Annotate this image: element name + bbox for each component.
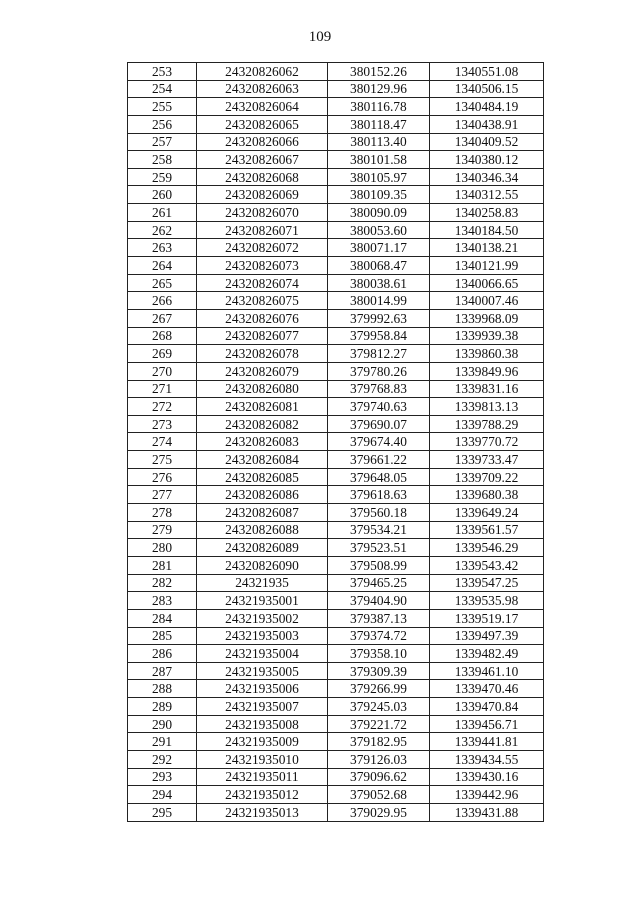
row-number-cell: 253: [128, 63, 197, 81]
row-number-cell: 269: [128, 345, 197, 363]
table-row: [128, 98, 544, 116]
code-cell: 24320826083: [197, 433, 328, 451]
table-row: [128, 151, 544, 169]
y-coordinate-cell: 1340312.55: [430, 186, 544, 204]
code-cell: 24321935012: [197, 786, 328, 804]
x-coordinate-cell: 379266.99: [328, 680, 430, 698]
code-cell: 24320826082: [197, 415, 328, 433]
x-coordinate-cell: 380109.35: [328, 186, 430, 204]
row-number-cell: 262: [128, 221, 197, 239]
y-coordinate-cell: 1339770.72: [430, 433, 544, 451]
x-coordinate-cell: 380038.61: [328, 274, 430, 292]
code-cell: 24320826062: [197, 63, 328, 81]
code-cell: 24321935008: [197, 715, 328, 733]
row-number-cell: 267: [128, 309, 197, 327]
row-number-cell: 256: [128, 115, 197, 133]
x-coordinate-cell: 379958.84: [328, 327, 430, 345]
y-coordinate-cell: 1340506.15: [430, 80, 544, 98]
x-coordinate-cell: 379648.05: [328, 468, 430, 486]
code-cell: 24320826081: [197, 398, 328, 416]
row-number-cell: 282: [128, 574, 197, 592]
table-row: [128, 168, 544, 186]
table-row: [128, 468, 544, 486]
row-number-cell: 283: [128, 592, 197, 610]
x-coordinate-cell: 380129.96: [328, 80, 430, 98]
row-number-cell: 255: [128, 98, 197, 116]
y-coordinate-cell: 1340380.12: [430, 151, 544, 169]
table-row: [128, 803, 544, 821]
y-coordinate-cell: 1339813.13: [430, 398, 544, 416]
code-cell: 24320826090: [197, 556, 328, 574]
x-coordinate-cell: 380113.40: [328, 133, 430, 151]
x-coordinate-cell: 380068.47: [328, 257, 430, 275]
x-coordinate-cell: 379534.21: [328, 521, 430, 539]
code-cell: 24321935006: [197, 680, 328, 698]
table-row: [128, 662, 544, 680]
table-row: [128, 750, 544, 768]
code-cell: 24320826080: [197, 380, 328, 398]
code-cell: 24320826068: [197, 168, 328, 186]
row-number-cell: 287: [128, 662, 197, 680]
y-coordinate-cell: 1339497.39: [430, 627, 544, 645]
row-number-cell: 263: [128, 239, 197, 257]
row-number-cell: 293: [128, 768, 197, 786]
code-cell: 24320826067: [197, 151, 328, 169]
x-coordinate-cell: 379560.18: [328, 504, 430, 522]
x-coordinate-cell: 379618.63: [328, 486, 430, 504]
x-coordinate-cell: 379661.22: [328, 451, 430, 469]
row-number-cell: 257: [128, 133, 197, 151]
y-coordinate-cell: 1340346.34: [430, 168, 544, 186]
y-coordinate-cell: 1340184.50: [430, 221, 544, 239]
row-number-cell: 292: [128, 750, 197, 768]
y-coordinate-cell: 1340121.99: [430, 257, 544, 275]
y-coordinate-cell: 1339831.16: [430, 380, 544, 398]
code-cell: 24320826089: [197, 539, 328, 557]
row-number-cell: 254: [128, 80, 197, 98]
row-number-cell: 278: [128, 504, 197, 522]
x-coordinate-cell: 379465.25: [328, 574, 430, 592]
table-row: [128, 609, 544, 627]
table-row: [128, 451, 544, 469]
y-coordinate-cell: 1339709.22: [430, 468, 544, 486]
table-body: [128, 63, 544, 822]
table-row: [128, 292, 544, 310]
y-coordinate-cell: 1339788.29: [430, 415, 544, 433]
x-coordinate-cell: 379780.26: [328, 362, 430, 380]
table-row: [128, 733, 544, 751]
x-coordinate-cell: 379029.95: [328, 803, 430, 821]
x-coordinate-cell: 379358.10: [328, 645, 430, 663]
y-coordinate-cell: 1340138.21: [430, 239, 544, 257]
x-coordinate-cell: 379387.13: [328, 609, 430, 627]
table-row: [128, 115, 544, 133]
code-cell: 24320826078: [197, 345, 328, 363]
table-row: [128, 133, 544, 151]
x-coordinate-cell: 379523.51: [328, 539, 430, 557]
y-coordinate-cell: 1339939.38: [430, 327, 544, 345]
table-row: [128, 204, 544, 222]
y-coordinate-cell: 1339456.71: [430, 715, 544, 733]
y-coordinate-cell: 1339546.29: [430, 539, 544, 557]
row-number-cell: 276: [128, 468, 197, 486]
code-cell: 24320826071: [197, 221, 328, 239]
row-number-cell: 265: [128, 274, 197, 292]
x-coordinate-cell: 379740.63: [328, 398, 430, 416]
table-row: [128, 486, 544, 504]
row-number-cell: 279: [128, 521, 197, 539]
code-cell: 24320826077: [197, 327, 328, 345]
table-row: [128, 539, 544, 557]
table-row: [128, 80, 544, 98]
row-number-cell: 274: [128, 433, 197, 451]
row-number-cell: 270: [128, 362, 197, 380]
table-row: [128, 627, 544, 645]
x-coordinate-cell: 380116.78: [328, 98, 430, 116]
table-row: [128, 574, 544, 592]
table-row: [128, 239, 544, 257]
y-coordinate-cell: 1339461.10: [430, 662, 544, 680]
table-row: [128, 186, 544, 204]
x-coordinate-cell: 380071.17: [328, 239, 430, 257]
code-cell: 24320826076: [197, 309, 328, 327]
table-row: [128, 63, 544, 81]
y-coordinate-cell: 1339547.25: [430, 574, 544, 592]
table-row: [128, 274, 544, 292]
code-cell: 24321935011: [197, 768, 328, 786]
code-cell: 24321935005: [197, 662, 328, 680]
y-coordinate-cell: 1339434.55: [430, 750, 544, 768]
code-cell: 24320826084: [197, 451, 328, 469]
y-coordinate-cell: 1340409.52: [430, 133, 544, 151]
y-coordinate-cell: 1339733.47: [430, 451, 544, 469]
y-coordinate-cell: 1339860.38: [430, 345, 544, 363]
x-coordinate-cell: 380118.47: [328, 115, 430, 133]
table-row: [128, 221, 544, 239]
x-coordinate-cell: 379508.99: [328, 556, 430, 574]
x-coordinate-cell: 380152.26: [328, 63, 430, 81]
y-coordinate-cell: 1339441.81: [430, 733, 544, 751]
row-number-cell: 259: [128, 168, 197, 186]
y-coordinate-cell: 1340066.65: [430, 274, 544, 292]
row-number-cell: 295: [128, 803, 197, 821]
code-cell: 24320826086: [197, 486, 328, 504]
table-row: [128, 380, 544, 398]
code-cell: 24321935009: [197, 733, 328, 751]
x-coordinate-cell: 379674.40: [328, 433, 430, 451]
y-coordinate-cell: 1340258.83: [430, 204, 544, 222]
code-cell: 24320826072: [197, 239, 328, 257]
row-number-cell: 264: [128, 257, 197, 275]
table-row: [128, 521, 544, 539]
row-number-cell: 281: [128, 556, 197, 574]
table-row: [128, 415, 544, 433]
x-coordinate-cell: 379096.62: [328, 768, 430, 786]
y-coordinate-cell: 1339470.46: [430, 680, 544, 698]
y-coordinate-cell: 1339561.57: [430, 521, 544, 539]
y-coordinate-cell: 1339442.96: [430, 786, 544, 804]
code-cell: 24321935004: [197, 645, 328, 663]
code-cell: 24321935013: [197, 803, 328, 821]
table-row: [128, 257, 544, 275]
table-row: [128, 398, 544, 416]
table-row: [128, 768, 544, 786]
y-coordinate-cell: 1339482.49: [430, 645, 544, 663]
x-coordinate-cell: 379812.27: [328, 345, 430, 363]
row-number-cell: 290: [128, 715, 197, 733]
row-number-cell: 294: [128, 786, 197, 804]
row-number-cell: 285: [128, 627, 197, 645]
row-number-cell: 272: [128, 398, 197, 416]
code-cell: 24320826073: [197, 257, 328, 275]
code-cell: 24320826066: [197, 133, 328, 151]
table-row: [128, 786, 544, 804]
row-number-cell: 280: [128, 539, 197, 557]
x-coordinate-cell: 380105.97: [328, 168, 430, 186]
y-coordinate-cell: 1339431.88: [430, 803, 544, 821]
code-cell: 24320826087: [197, 504, 328, 522]
y-coordinate-cell: 1339470.84: [430, 698, 544, 716]
table-row: [128, 592, 544, 610]
row-number-cell: 275: [128, 451, 197, 469]
y-coordinate-cell: 1339519.17: [430, 609, 544, 627]
table-row: [128, 327, 544, 345]
table-row: [128, 645, 544, 663]
table-row: [128, 504, 544, 522]
y-coordinate-cell: 1340484.19: [430, 98, 544, 116]
code-cell: 24321935003: [197, 627, 328, 645]
table-row: [128, 698, 544, 716]
row-number-cell: 286: [128, 645, 197, 663]
x-coordinate-cell: 379374.72: [328, 627, 430, 645]
y-coordinate-cell: 1339649.24: [430, 504, 544, 522]
x-coordinate-cell: 379052.68: [328, 786, 430, 804]
code-cell: 24320826079: [197, 362, 328, 380]
code-cell: 24320826088: [197, 521, 328, 539]
row-number-cell: 260: [128, 186, 197, 204]
code-cell: 24320826069: [197, 186, 328, 204]
row-number-cell: 273: [128, 415, 197, 433]
x-coordinate-cell: 379245.03: [328, 698, 430, 716]
code-cell: 24321935: [197, 574, 328, 592]
coordinates-table: [127, 62, 544, 822]
x-coordinate-cell: 380053.60: [328, 221, 430, 239]
x-coordinate-cell: 379309.39: [328, 662, 430, 680]
x-coordinate-cell: 379404.90: [328, 592, 430, 610]
code-cell: 24320826075: [197, 292, 328, 310]
x-coordinate-cell: 380014.99: [328, 292, 430, 310]
page-number: 109: [308, 29, 332, 45]
x-coordinate-cell: 379182.95: [328, 733, 430, 751]
code-cell: 24320826065: [197, 115, 328, 133]
table-row: [128, 556, 544, 574]
y-coordinate-cell: 1339535.98: [430, 592, 544, 610]
code-cell: 24320826063: [197, 80, 328, 98]
y-coordinate-cell: 1339430.16: [430, 768, 544, 786]
y-coordinate-cell: 1339680.38: [430, 486, 544, 504]
row-number-cell: 291: [128, 733, 197, 751]
x-coordinate-cell: 380101.58: [328, 151, 430, 169]
x-coordinate-cell: 379126.03: [328, 750, 430, 768]
table-row: [128, 345, 544, 363]
table-row: [128, 309, 544, 327]
row-number-cell: 288: [128, 680, 197, 698]
y-coordinate-cell: 1339968.09: [430, 309, 544, 327]
y-coordinate-cell: 1339543.42: [430, 556, 544, 574]
code-cell: 24320826074: [197, 274, 328, 292]
row-number-cell: 268: [128, 327, 197, 345]
y-coordinate-cell: 1340007.46: [430, 292, 544, 310]
y-coordinate-cell: 1340551.08: [430, 63, 544, 81]
row-number-cell: 258: [128, 151, 197, 169]
code-cell: 24321935010: [197, 750, 328, 768]
x-coordinate-cell: 379768.83: [328, 380, 430, 398]
x-coordinate-cell: 379221.72: [328, 715, 430, 733]
code-cell: 24320826070: [197, 204, 328, 222]
code-cell: 24321935007: [197, 698, 328, 716]
code-cell: 24321935002: [197, 609, 328, 627]
table-row: [128, 715, 544, 733]
table-row: [128, 433, 544, 451]
row-number-cell: 266: [128, 292, 197, 310]
row-number-cell: 284: [128, 609, 197, 627]
y-coordinate-cell: 1340438.91: [430, 115, 544, 133]
row-number-cell: 271: [128, 380, 197, 398]
x-coordinate-cell: 380090.09: [328, 204, 430, 222]
code-cell: 24320826085: [197, 468, 328, 486]
x-coordinate-cell: 379992.63: [328, 309, 430, 327]
y-coordinate-cell: 1339849.96: [430, 362, 544, 380]
row-number-cell: 261: [128, 204, 197, 222]
table-row: [128, 362, 544, 380]
row-number-cell: 277: [128, 486, 197, 504]
x-coordinate-cell: 379690.07: [328, 415, 430, 433]
code-cell: 24321935001: [197, 592, 328, 610]
code-cell: 24320826064: [197, 98, 328, 116]
table-row: [128, 680, 544, 698]
row-number-cell: 289: [128, 698, 197, 716]
